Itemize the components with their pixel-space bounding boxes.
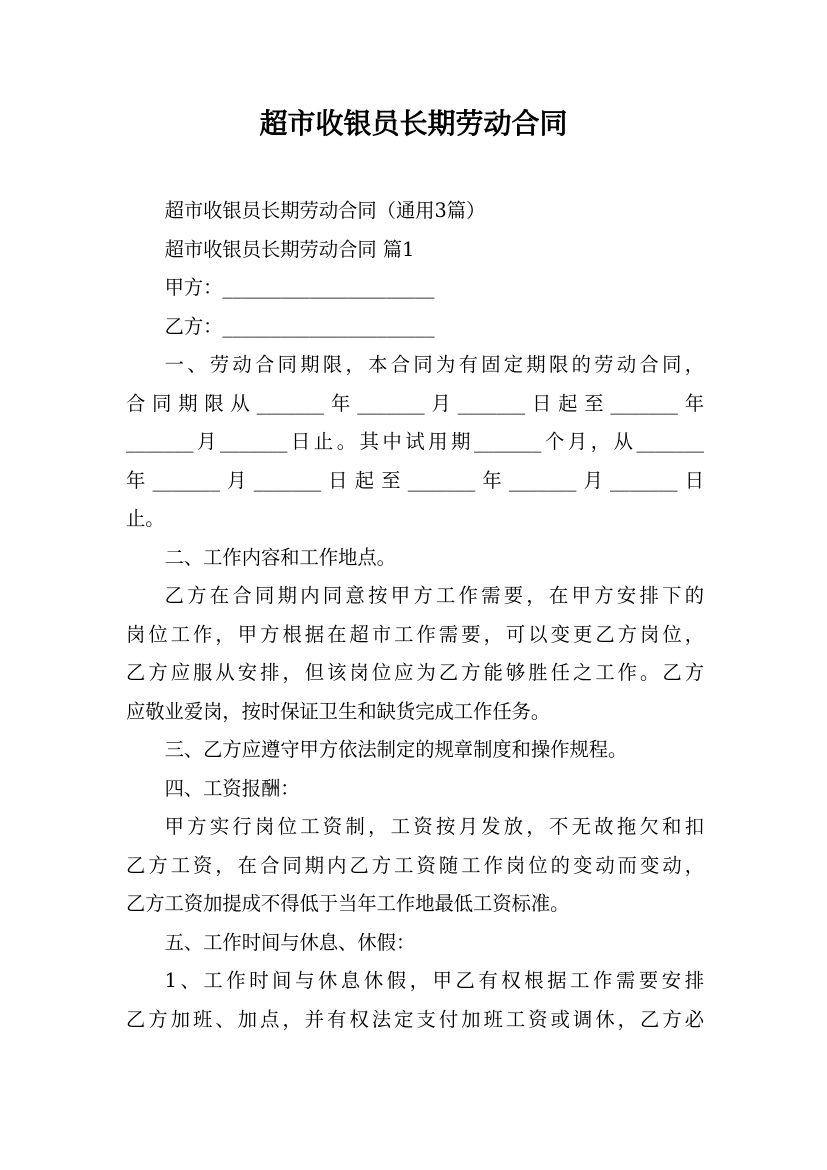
text-line: 年_______月_______日起至_______年_______月_______日 xyxy=(126,468,704,492)
text-line: 1、工作时间与休息休假，甲乙有权根据工作需要安排 xyxy=(164,969,704,992)
party-b-line: 乙方：______________________ xyxy=(164,314,435,338)
clause-heading-2: 二、工作内容和工作地点。 xyxy=(164,545,396,569)
text-line: 甲方实行岗位工资制，工资按月发放，不无故拖欠和扣 xyxy=(164,815,704,838)
clause-heading-5: 五、工作时间与休息、休假： xyxy=(164,930,416,954)
document-body xyxy=(126,192,704,1039)
text-line: 止。 xyxy=(126,507,165,530)
text-line: 乙方加班、加点，并有权法定支付加班工资或调休，乙方必 xyxy=(126,1007,704,1031)
paragraph-working-hours xyxy=(126,962,704,1039)
text-line: 合同期限从_______年_______月_______日起至_______年 xyxy=(126,391,704,415)
paragraph-contract-term xyxy=(126,346,704,539)
text-line: 乙方应服从安排，但该岗位应为乙方能够胜任之工作。乙方 xyxy=(126,661,704,684)
text-line: 乙方在合同期内同意按甲方工作需要，在甲方安排下的 xyxy=(164,584,704,607)
document-title: 超市收银员长期劳动合同 xyxy=(259,107,568,140)
text-line: 一、劳动合同期限，本合同为有固定期限的劳动合同， xyxy=(164,353,704,376)
paragraph-wages xyxy=(126,808,704,924)
clause-heading-3: 三、乙方应遵守甲方依法制定的规章制度和操作规程。 xyxy=(164,738,628,761)
text-line: 乙方工资加提成不得低于当年工作地最低工资标准。 xyxy=(126,892,570,915)
section-heading: 超市收银员长期劳动合同 篇1 xyxy=(164,237,415,261)
text-line: 岗位工作，甲方根据在超市工作需要，可以变更乙方岗位， xyxy=(126,622,704,646)
text-line: 乙方工资，在合同期内乙方工资随工作岗位的变动而变动， xyxy=(126,853,704,877)
text-line: _______月_______日止。其中试用期_______个月，从_______ xyxy=(126,430,704,453)
doc-subtitle: 超市收银员长期劳动合同（通用3篇） xyxy=(164,199,486,222)
paragraph-work-content xyxy=(126,577,704,731)
party-a-line: 甲方：______________________ xyxy=(164,276,435,299)
text-line: 应敬业爱岗，按时保证卫生和缺货完成工作任务。 xyxy=(126,699,551,723)
clause-heading-4: 四、工资报酬： xyxy=(164,776,300,800)
